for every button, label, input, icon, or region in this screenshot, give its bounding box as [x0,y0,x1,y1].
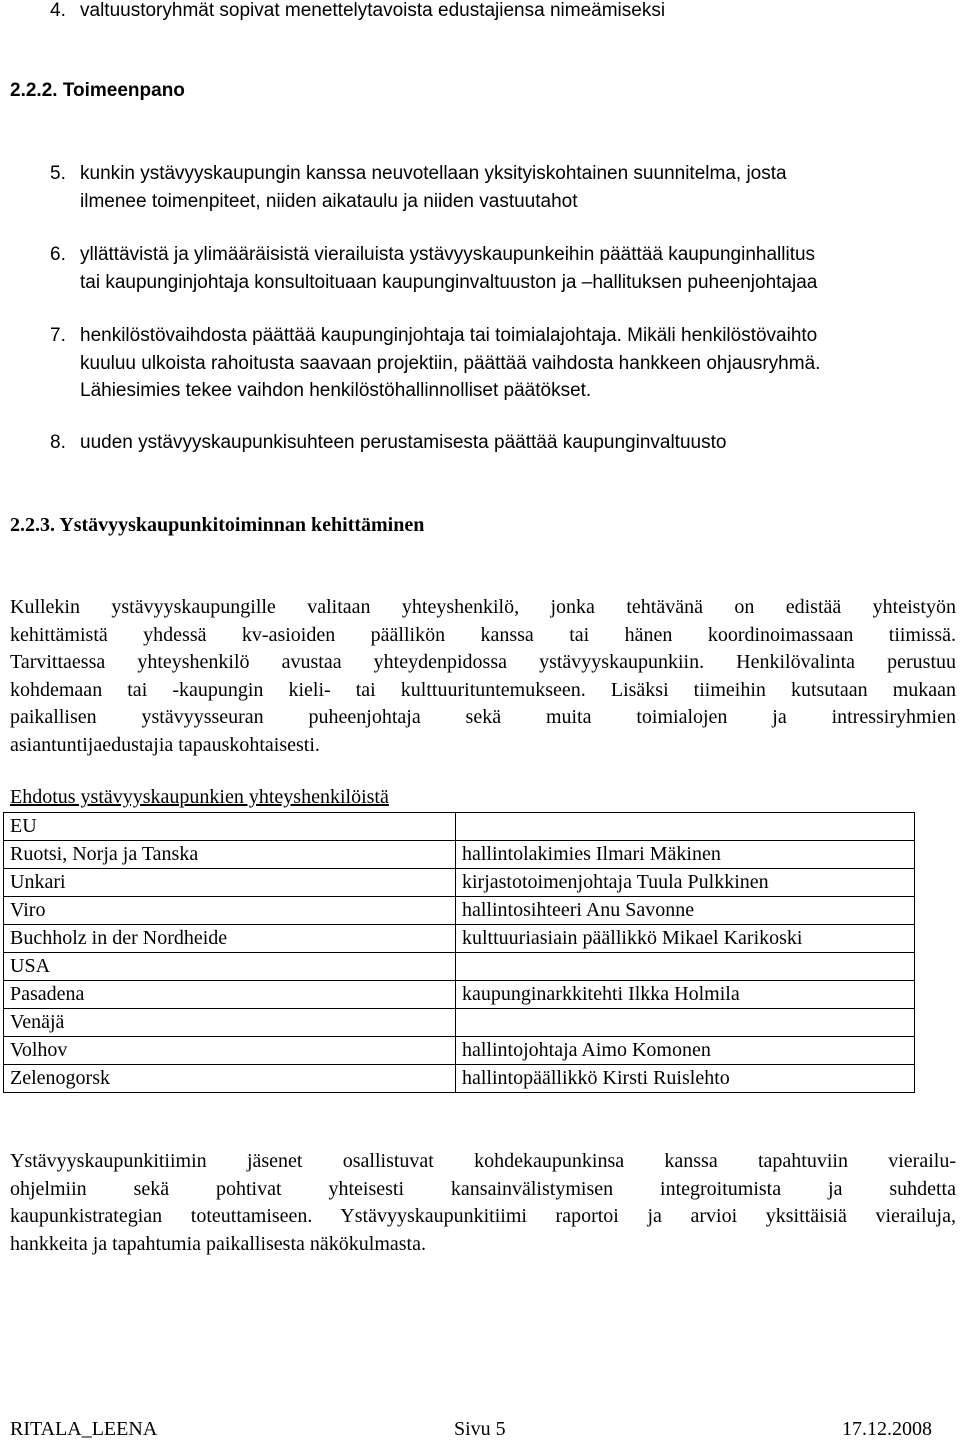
table-cell-place: Volhov [4,1037,456,1065]
table-row [4,981,915,1009]
table-cell-contact [456,1009,915,1037]
paragraph-line: Kullekin ystävyyskaupungille valitaan yhteyshenkilö, jonka tehtävänä on edistää yhteistyön [10,596,956,618]
list-item-number: 4. [50,0,66,21]
table-row [4,869,915,897]
list-item-4 [50,0,665,22]
contacts-table-caption: Ehdotus ystävyyskaupunkien yhteyshenkilöistä [10,786,389,808]
list-item-number: 7. [50,325,66,346]
table-cell-contact: hallintojohtaja Aimo Komonen [456,1037,915,1065]
table-cell-place: Pasadena [4,981,456,1009]
paragraph-line: kaupunkistrategian toteuttamiseen. Ystävyyskaupunkitiimi raportoi ja arvioi yksittäisiä vierailuja, [10,1205,956,1227]
table-row [4,1037,915,1065]
table-row [4,841,915,869]
table-cell-contact: hallintopäällikkö Kirsti Ruislehto [456,1065,915,1093]
list-item-text-line: ilmenee toimenpiteet, niiden aikataulu ja niiden vastuutahot [80,190,578,212]
list-item-text: valtuustoryhmät sopivat menettelytavoista edustajiensa nimeämiseksi [80,0,666,21]
table-cell-place: Buchholz in der Nordheide [4,925,456,953]
paragraph-yhteyshenkilot [10,594,956,759]
table-row [4,925,915,953]
list-item-text-line: kunkin ystävyyskaupungin kanssa neuvotellaan yksityiskohtainen suunnitelma, josta [80,163,787,184]
table-row [4,1065,915,1093]
footer-page-number: Sivu 5 [454,1418,506,1440]
list-item-number: 6. [50,244,66,265]
paragraph-line: kehittämistä yhdessä kv-asioiden päällikön kanssa tai hänen koordinoimassaan tiimissä. [10,623,956,646]
footer-author: RITALA_LEENA [10,1418,158,1440]
table-cell-place: Ruotsi, Norja ja Tanska [4,841,456,869]
list-item-text-line: tai kaupunginjohtaja konsultoituaan kaupunginvaltuuston ja –hallituksen puheenjohtajaa [80,271,818,293]
table-row [4,897,915,925]
list-item-7 [50,322,960,405]
table-cell-contact: hallintolakimies Ilmari Mäkinen [456,841,915,869]
list-item-number: 8. [50,432,66,453]
list-item-text-line: kuuluu ulkoista rahoitusta saavaan projektiin, päättää vaihdosta hankkeen ohjausryhmä. [80,352,821,374]
list-item-text-line: Lähiesimies tekee vaihdon henkilöstöhallinnolliset päätökset. [80,380,592,401]
table-cell-contact: kirjastotoimenjohtaja Tuula Pulkkinen [456,869,915,897]
paragraph-line: ohjelmiin sekä pohtivat yhteisesti kansainvälistymisen integroitumista ja suhdetta [10,1177,956,1200]
list-item-8 [50,432,726,454]
list-item-text-line: yllättävistä ja ylimääräisistä vierailuista ystävyyskaupunkeihin päättää kaupunginhallitus [80,244,816,265]
list-item-number: 5. [50,163,66,184]
table-cell-place: USA [4,953,456,981]
table-cell-place: Unkari [4,869,456,897]
paragraph-line: Tarvittaessa yhteyshenkilö avustaa yhteydenpidossa ystävyyskaupunkiin. Henkilövalinta perustuu [10,651,956,673]
table-cell-place: Zelenogorsk [4,1065,456,1093]
paragraph-line: kohdemaan tai -kaupungin kieli- tai kulttuurituntemukseen. Lisäksi tiimeihin kutsutaan mukaan [10,678,956,701]
paragraph-line: Ystävyyskaupunkitiimin jäsenet osallistuvat kohdekaupunkinsa kanssa tapahtuviin vierailu- [10,1150,956,1172]
table-cell-place: Viro [4,897,456,925]
table-cell-contact: kaupunginarkkitehti Ilkka Holmila [456,981,915,1009]
table-cell-place: Venäjä [4,1009,456,1037]
list-item-text-line: henkilöstövaihdosta päättää kaupunginjohtaja tai toimialajohtaja. Mikäli henkilöstövaihto [80,325,818,346]
paragraph-line: paikallisen ystävyysseuran puheenjohtaja sekä muita toimialojen ja intressiryhmien [10,706,956,728]
section-heading-kehittaminen: 2.2.3. Ystävyyskaupunkitoiminnan kehittäminen [10,514,425,536]
table-cell-contact [456,813,915,841]
list-item-5 [50,160,960,215]
table-cell-contact: kulttuuriasiain päällikkö Mikael Karikoski [456,925,915,953]
table-row [4,1009,915,1037]
list-item-text: uuden ystävyyskaupunkisuhteen perustamisesta päättää kaupunginvaltuusto [80,432,727,453]
table-cell-contact: hallintosihteeri Anu Savonne [456,897,915,925]
table-row [4,813,915,841]
paragraph-line: hankkeita ja tapahtumia paikallisesta näkökulmasta. [10,1232,426,1255]
table-row [4,953,915,981]
footer-date: 17.12.2008 [842,1418,932,1440]
table-cell-place: EU [4,813,456,841]
paragraph-line: asiantuntijaedustajia tapauskohtaisesti. [10,733,320,756]
list-item-6 [50,241,960,296]
contacts-table [3,812,915,1093]
table-cell-contact [456,953,915,981]
paragraph-tiimi [10,1148,956,1258]
section-heading-toimeenpano: 2.2.2. Toimeenpano [10,80,185,101]
